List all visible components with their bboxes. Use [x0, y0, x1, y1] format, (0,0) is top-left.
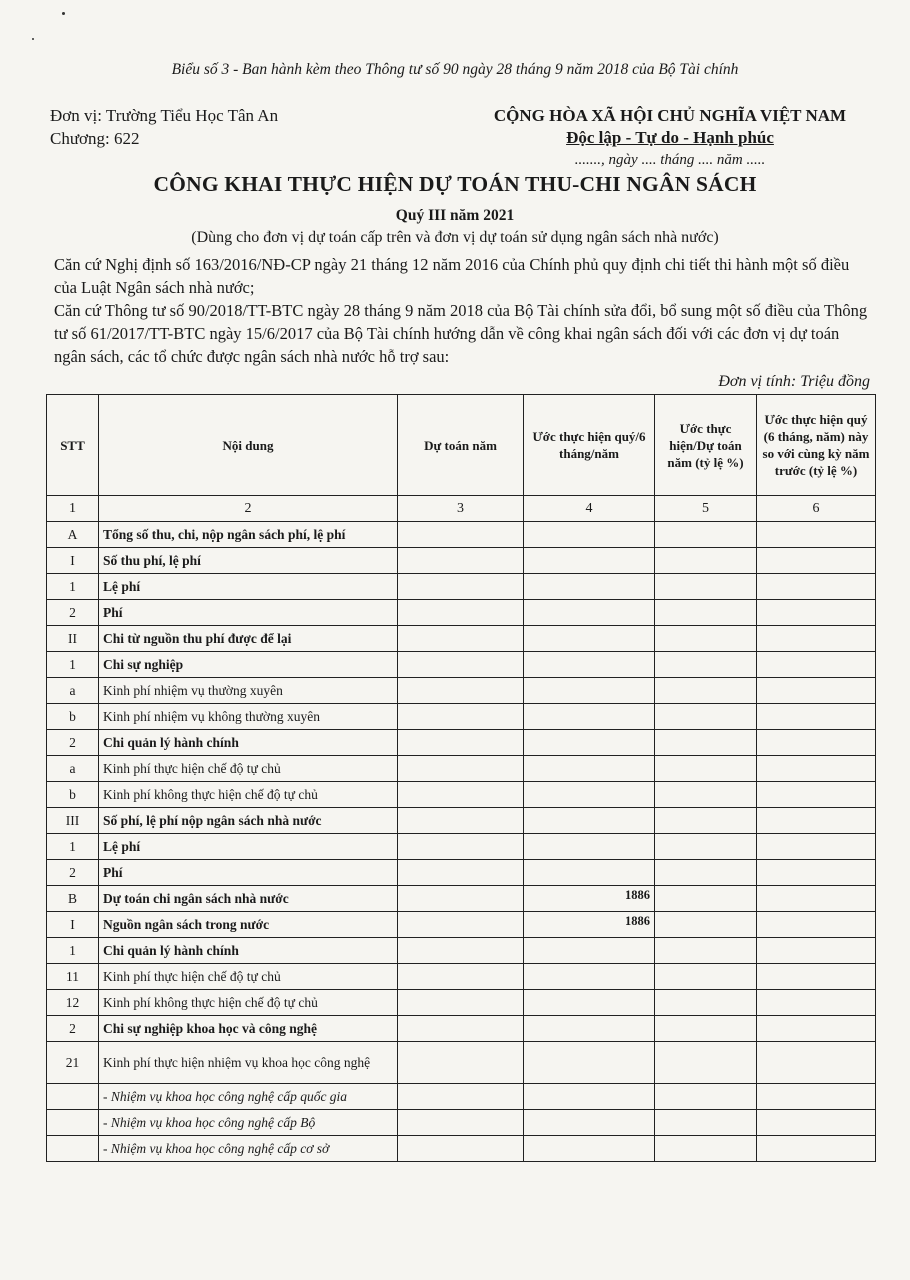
row-annual-estimate [398, 834, 524, 860]
table-row [47, 548, 876, 574]
row-stt: 11 [47, 964, 99, 990]
row-execution-ratio [655, 782, 757, 808]
budget-table [46, 394, 876, 1162]
row-content: Kinh phí thực hiện nhiệm vụ khoa học công nghệ [99, 1042, 398, 1084]
row-content: - Nhiệm vụ khoa học công nghệ cấp quốc gia [99, 1084, 398, 1110]
row-annual-estimate [398, 808, 524, 834]
row-annual-estimate [398, 652, 524, 678]
row-content: Kinh phí không thực hiện chế độ tự chủ [99, 990, 398, 1016]
row-yoy-ratio [757, 990, 876, 1016]
row-stt: 12 [47, 990, 99, 1016]
table-row [47, 834, 876, 860]
row-content: Chi quản lý hành chính [99, 938, 398, 964]
nation-name: CỘNG HÒA XÃ HỘI CHỦ NGHĨA VIỆT NAM [493, 106, 847, 125]
unit-of-measure: Đơn vị tính: Triệu đồng [718, 373, 870, 390]
row-estimated-execution [524, 808, 655, 834]
row-estimated-execution [524, 704, 655, 730]
row-execution-ratio [655, 834, 757, 860]
document-subtitle: Quý III năm 2021 [395, 207, 515, 224]
row-annual-estimate [398, 704, 524, 730]
row-content: - Nhiệm vụ khoa học công nghệ cấp cơ sở [99, 1136, 398, 1162]
unit-name: Đơn vị: Trường Tiểu Học Tân An [50, 106, 279, 125]
row-annual-estimate [398, 756, 524, 782]
row-annual-estimate [398, 1016, 524, 1042]
row-content: - Nhiệm vụ khoa học công nghệ cấp Bộ [99, 1110, 398, 1136]
scan-speck [62, 12, 65, 15]
row-stt: 2 [47, 860, 99, 886]
row-execution-ratio [655, 964, 757, 990]
row-execution-ratio [655, 860, 757, 886]
column-number-row [47, 496, 876, 522]
document-title: CÔNG KHAI THỰC HIỆN DỰ TOÁN THU-CHI NGÂN SÁCH [153, 172, 757, 196]
row-content: Phí [99, 860, 398, 886]
table-row [47, 990, 876, 1016]
row-stt: 1 [47, 574, 99, 600]
row-stt: 2 [47, 600, 99, 626]
row-yoy-ratio [757, 626, 876, 652]
row-estimated-execution [524, 964, 655, 990]
row-yoy-ratio [757, 860, 876, 886]
row-execution-ratio [655, 1136, 757, 1162]
row-execution-ratio [655, 730, 757, 756]
row-execution-ratio [655, 1042, 757, 1084]
row-yoy-ratio [757, 886, 876, 912]
row-stt: a [47, 678, 99, 704]
table-row [47, 782, 876, 808]
column-number: 4 [524, 496, 655, 522]
row-annual-estimate [398, 626, 524, 652]
row-yoy-ratio [757, 704, 876, 730]
row-stt: II [47, 626, 99, 652]
table-row [47, 938, 876, 964]
row-stt: b [47, 782, 99, 808]
row-stt: b [47, 704, 99, 730]
row-yoy-ratio [757, 522, 876, 548]
row-estimated-execution [524, 652, 655, 678]
row-stt: 2 [47, 1016, 99, 1042]
row-annual-estimate [398, 990, 524, 1016]
row-estimated-execution [524, 1084, 655, 1110]
row-content: Số thu phí, lệ phí [99, 548, 398, 574]
scan-speck [32, 38, 34, 40]
table-row [47, 964, 876, 990]
row-execution-ratio [655, 756, 757, 782]
row-estimated-execution: 1886 [524, 912, 655, 938]
column-number: 3 [398, 496, 524, 522]
row-estimated-execution [524, 626, 655, 652]
header-annual-estimate: Dự toán năm [398, 395, 524, 496]
row-yoy-ratio [757, 678, 876, 704]
column-number: 2 [99, 496, 398, 522]
row-yoy-ratio [757, 808, 876, 834]
table-row [47, 626, 876, 652]
row-content: Kinh phí thực hiện chế độ tự chủ [99, 756, 398, 782]
row-annual-estimate [398, 782, 524, 808]
row-execution-ratio [655, 548, 757, 574]
row-estimated-execution [524, 1016, 655, 1042]
row-execution-ratio [655, 1016, 757, 1042]
row-stt [47, 1110, 99, 1136]
row-yoy-ratio [757, 1016, 876, 1042]
header-content: Nội dung [99, 395, 398, 496]
header-stt: STT [47, 395, 99, 496]
row-execution-ratio [655, 704, 757, 730]
row-execution-ratio [655, 600, 757, 626]
row-annual-estimate [398, 678, 524, 704]
row-content: Số phí, lệ phí nộp ngân sách nhà nước [99, 808, 398, 834]
table-row [47, 600, 876, 626]
row-yoy-ratio [757, 1110, 876, 1136]
header-estimated-execution: Ước thực hiện quý/6 tháng/năm [524, 395, 655, 496]
table-row [47, 912, 876, 938]
column-number: 6 [757, 496, 876, 522]
table-row [47, 1042, 876, 1084]
row-stt: 1 [47, 834, 99, 860]
row-estimated-execution [524, 600, 655, 626]
row-content: Chi từ nguồn thu phí được để lại [99, 626, 398, 652]
nation-motto: Độc lập - Tự do - Hạnh phúc [566, 128, 774, 147]
row-content: Tổng số thu, chi, nộp ngân sách phí, lệ phí [99, 522, 398, 548]
row-estimated-execution [524, 860, 655, 886]
legal-basis-item: Căn cứ Thông tư số 90/2018/TT-BTC ngày 28 tháng 9 năm 2018 của Bộ Tài chính sửa đổi, bổ sung một số điều của Thông tư số 61/2017/TT-BTC ngày 15/6/2017 của Bộ Tài chính hướng dẫn về công khai ngân sách đối với các đơn vị dự toán ngân sách, các tổ chức được ngân sách nhà nước hỗ trợ sau: [54, 301, 868, 366]
column-number: 1 [47, 496, 99, 522]
row-yoy-ratio [757, 834, 876, 860]
row-estimated-execution [524, 678, 655, 704]
row-annual-estimate [398, 522, 524, 548]
row-execution-ratio [655, 626, 757, 652]
column-number: 5 [655, 496, 757, 522]
row-stt: a [47, 756, 99, 782]
row-estimated-execution [524, 574, 655, 600]
table-row [47, 704, 876, 730]
row-annual-estimate [398, 1136, 524, 1162]
table-row [47, 730, 876, 756]
row-content: Chi sự nghiệp khoa học và công nghệ [99, 1016, 398, 1042]
row-stt: 21 [47, 1042, 99, 1084]
row-stt [47, 1084, 99, 1110]
row-content: Kinh phí không thực hiện chế độ tự chủ [99, 782, 398, 808]
row-annual-estimate [398, 860, 524, 886]
row-stt: 2 [47, 730, 99, 756]
row-content: Chi sự nghiệp [99, 652, 398, 678]
header-execution-ratio: Ước thực hiện/Dự toán năm (tỷ lệ %) [655, 395, 757, 496]
row-stt: A [47, 522, 99, 548]
table-row [47, 678, 876, 704]
table-row [47, 860, 876, 886]
row-content: Kinh phí nhiệm vụ thường xuyên [99, 678, 398, 704]
table-row [47, 808, 876, 834]
row-annual-estimate [398, 964, 524, 990]
row-content: Dự toán chi ngân sách nhà nước [99, 886, 398, 912]
row-execution-ratio [655, 886, 757, 912]
row-estimated-execution [524, 834, 655, 860]
row-yoy-ratio [757, 782, 876, 808]
row-yoy-ratio [757, 548, 876, 574]
table-row [47, 1016, 876, 1042]
row-yoy-ratio [757, 912, 876, 938]
row-execution-ratio [655, 678, 757, 704]
row-execution-ratio [655, 574, 757, 600]
table-row [47, 1110, 876, 1136]
row-content: Lệ phí [99, 574, 398, 600]
table-row [47, 1084, 876, 1110]
legal-basis [54, 253, 874, 368]
row-estimated-execution [524, 730, 655, 756]
national-motto-block [470, 105, 870, 171]
row-yoy-ratio [757, 574, 876, 600]
row-content: Lệ phí [99, 834, 398, 860]
issuing-unit-block [50, 104, 278, 150]
row-yoy-ratio [757, 1136, 876, 1162]
header-yoy-ratio: Ước thực hiện quý (6 tháng, năm) này so với cùng kỳ năm trước (tỷ lệ %) [757, 395, 876, 496]
row-stt: I [47, 912, 99, 938]
row-annual-estimate [398, 1042, 524, 1084]
legal-basis-item: Căn cứ Nghị định số 163/2016/NĐ-CP ngày 21 tháng 12 năm 2016 của Chính phủ quy định chi tiết thi hành một số điều của Luật Ngân sách nhà nước; [54, 255, 850, 297]
row-estimated-execution [524, 1110, 655, 1136]
row-annual-estimate [398, 1110, 524, 1136]
row-annual-estimate [398, 574, 524, 600]
row-estimated-execution [524, 756, 655, 782]
row-execution-ratio [655, 522, 757, 548]
date-line: ......., ngày .... tháng .... năm ..... [574, 152, 766, 168]
row-yoy-ratio [757, 938, 876, 964]
row-estimated-execution [524, 1042, 655, 1084]
row-yoy-ratio [757, 756, 876, 782]
row-content: Nguồn ngân sách trong nước [99, 912, 398, 938]
row-execution-ratio [655, 912, 757, 938]
row-content: Chi quản lý hành chính [99, 730, 398, 756]
row-yoy-ratio [757, 600, 876, 626]
row-stt: I [47, 548, 99, 574]
row-content: Phí [99, 600, 398, 626]
document-scope-note: (Dùng cho đơn vị dự toán cấp trên và đơn vị dự toán sử dụng ngân sách nhà nước) [191, 229, 719, 246]
row-annual-estimate [398, 600, 524, 626]
table-row [47, 886, 876, 912]
row-annual-estimate [398, 548, 524, 574]
table-row [47, 574, 876, 600]
row-yoy-ratio [757, 1042, 876, 1084]
row-yoy-ratio [757, 1084, 876, 1110]
row-execution-ratio [655, 652, 757, 678]
table-row [47, 652, 876, 678]
unit-chapter: Chương: 622 [50, 129, 140, 148]
table-row [47, 522, 876, 548]
row-annual-estimate [398, 1084, 524, 1110]
row-estimated-execution [524, 522, 655, 548]
row-content: Kinh phí nhiệm vụ không thường xuyên [99, 704, 398, 730]
row-annual-estimate [398, 730, 524, 756]
row-execution-ratio [655, 1110, 757, 1136]
row-annual-estimate [398, 886, 524, 912]
row-estimated-execution [524, 938, 655, 964]
row-stt: B [47, 886, 99, 912]
row-estimated-execution [524, 548, 655, 574]
row-execution-ratio [655, 808, 757, 834]
table-header-row [47, 395, 876, 496]
row-execution-ratio [655, 990, 757, 1016]
row-yoy-ratio [757, 652, 876, 678]
row-annual-estimate [398, 912, 524, 938]
row-execution-ratio [655, 1084, 757, 1110]
row-execution-ratio [655, 938, 757, 964]
row-stt: III [47, 808, 99, 834]
table-row [47, 1136, 876, 1162]
row-estimated-execution [524, 782, 655, 808]
form-reference-note: Biểu số 3 - Ban hành kèm theo Thông tư số 90 ngày 28 tháng 9 năm 2018 của Bộ Tài chính [171, 61, 739, 78]
row-estimated-execution: 1886 [524, 886, 655, 912]
row-estimated-execution [524, 990, 655, 1016]
row-content: Kinh phí thực hiện chế độ tự chủ [99, 964, 398, 990]
row-annual-estimate [398, 938, 524, 964]
table-row [47, 756, 876, 782]
row-stt: 1 [47, 938, 99, 964]
row-estimated-execution [524, 1136, 655, 1162]
row-yoy-ratio [757, 964, 876, 990]
row-yoy-ratio [757, 730, 876, 756]
row-stt [47, 1136, 99, 1162]
row-stt: 1 [47, 652, 99, 678]
